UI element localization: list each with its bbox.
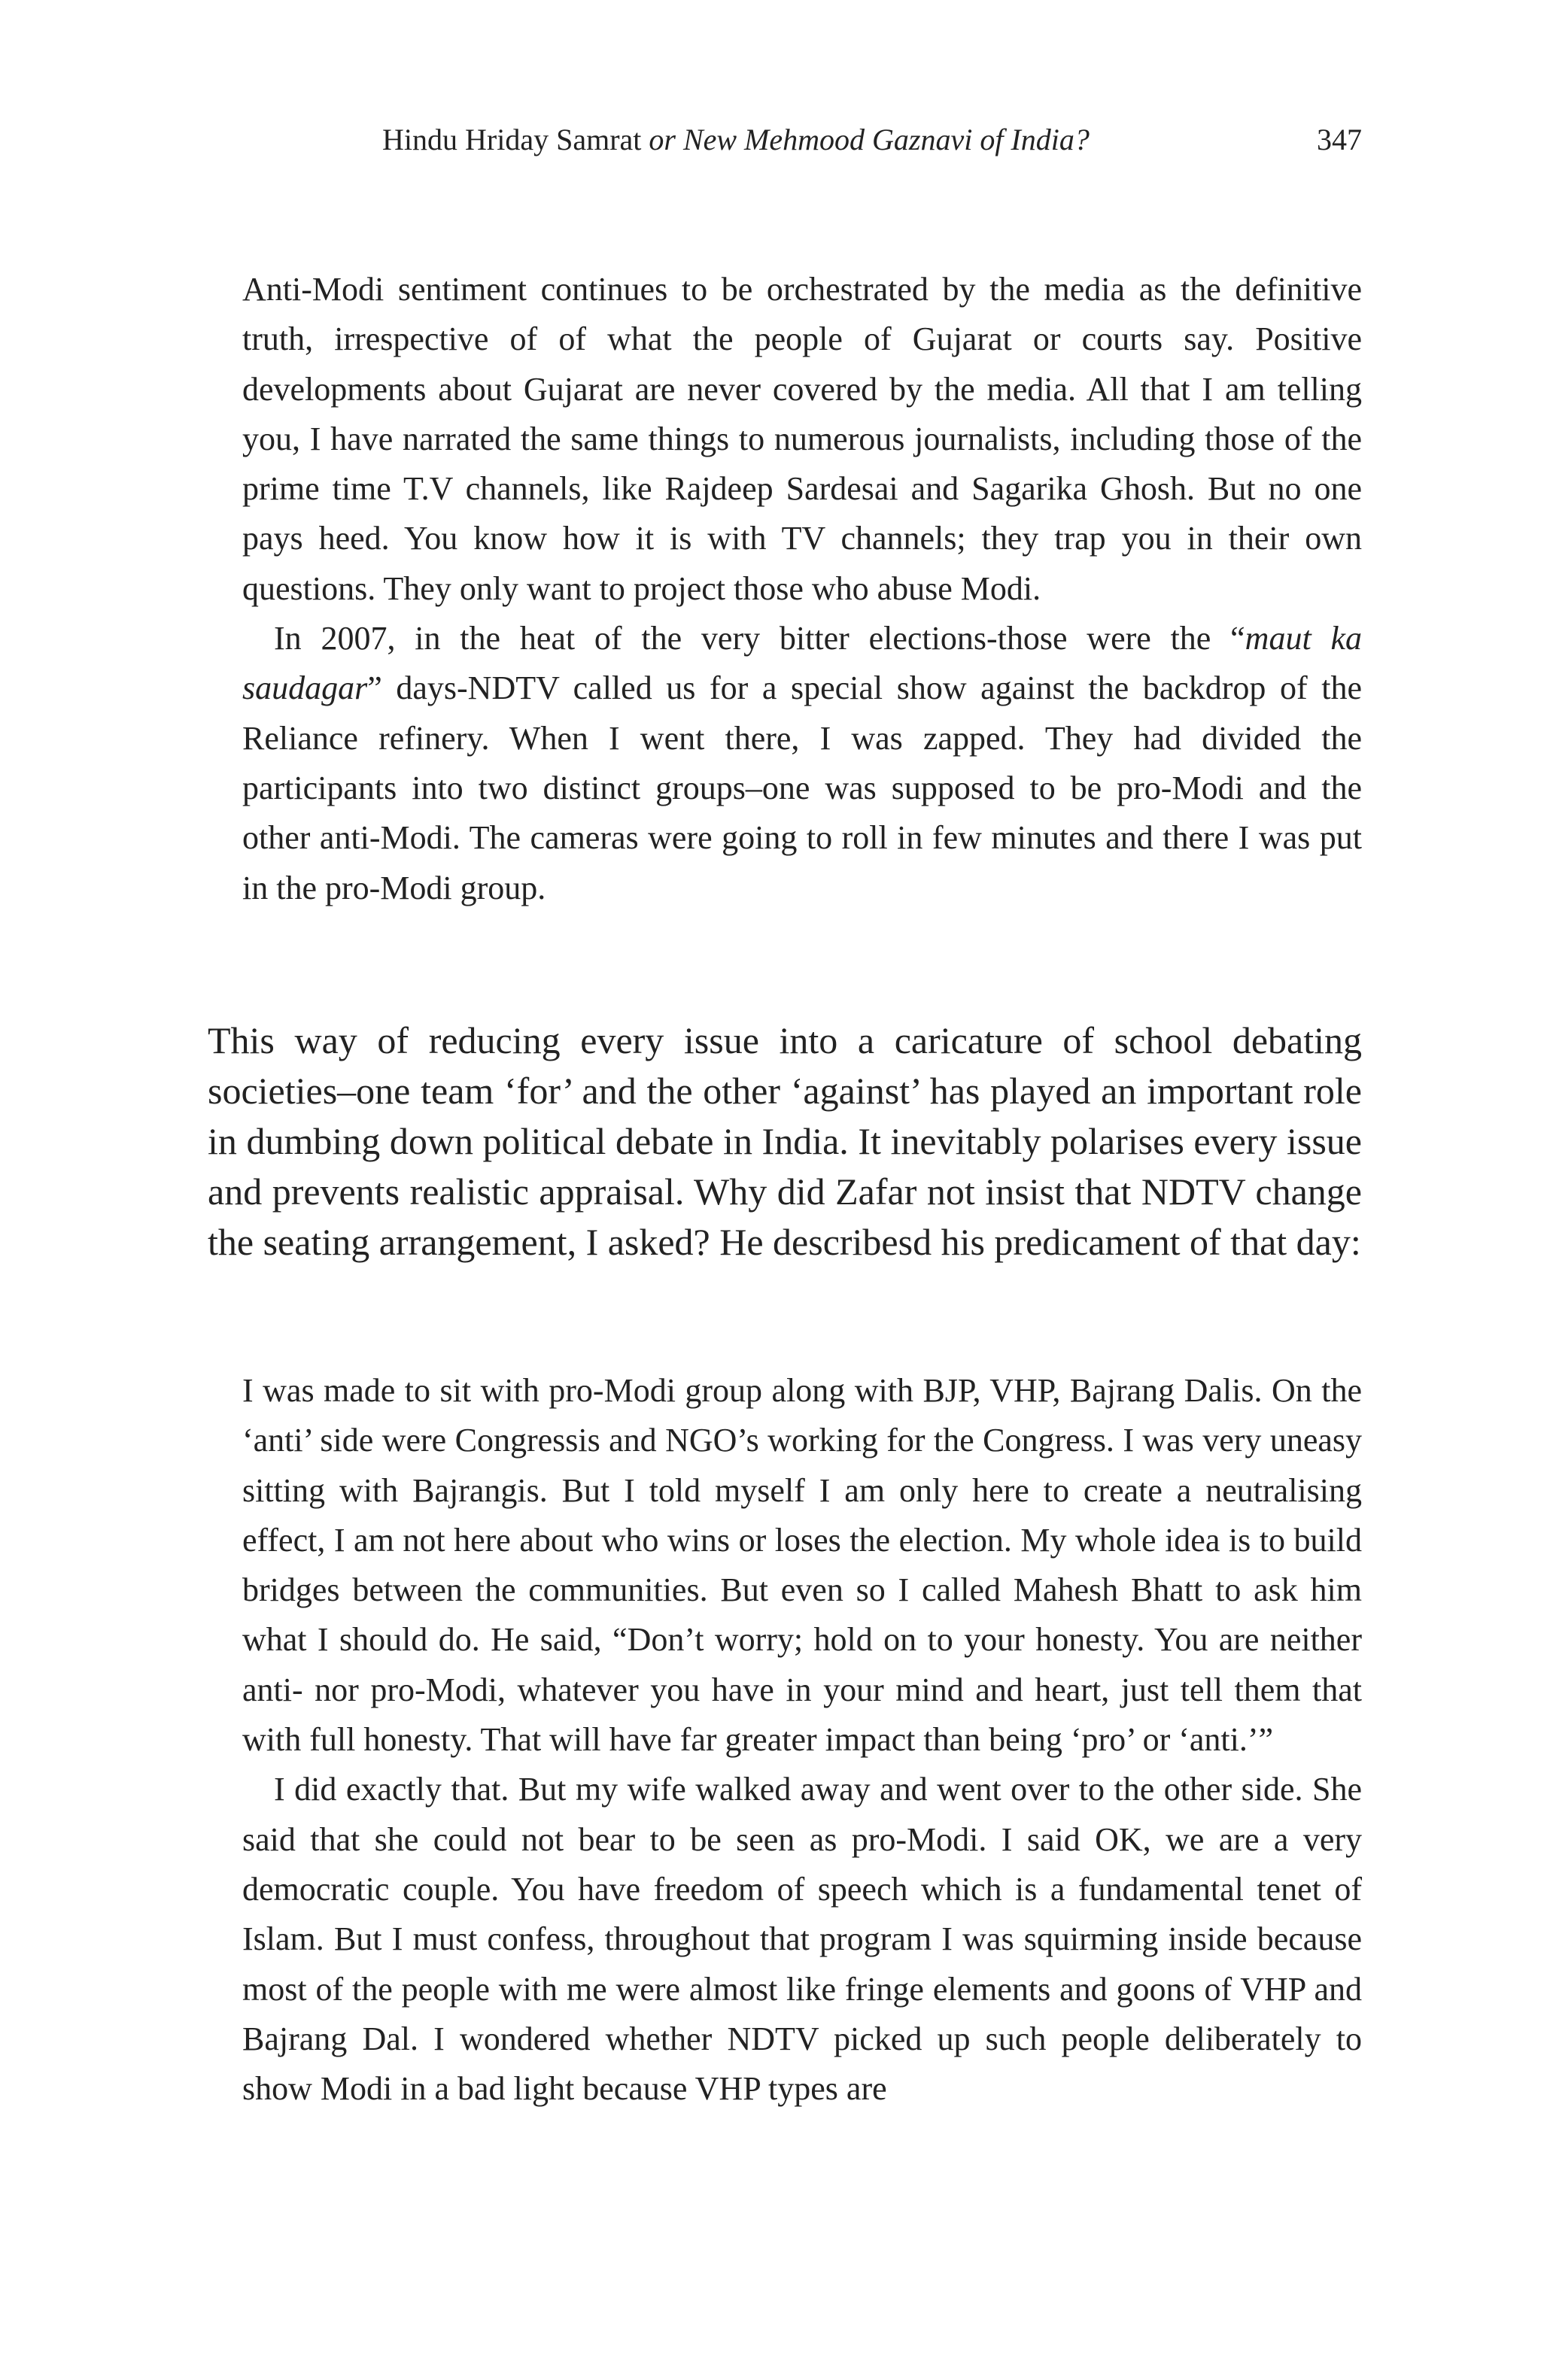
running-head-italic: or New Mehmood Gaznavi of India? [649, 123, 1090, 156]
page-header [382, 117, 1362, 162]
quote-italic-phrase: maut ka saudagar [242, 620, 1363, 707]
page-number: 347 [1317, 123, 1362, 156]
quote-paragraph: I was made to sit with pro-Modi group along with BJP, VHP, Bajrang Dalis. On the ‘anti’ side were Congressis and NGO’s working for the Congress. I was very uneasy sitting with Bajrangis. But I told myself I am only here to create a neutralising effect, I am not here about who wins or loses the election. My whole idea is to build bridges between the communities. But even so I called Mahesh Bhatt to ask him what I should do. He said, “Don’t worry; hold on to your honesty. You are neither anti- nor pro-Modi, whatever you have in your mind and heart, just tell them that with full honesty. That will have far greater impact than being ‘pro’ or ‘anti.’” [242, 1372, 1362, 1759]
quote-paragraph: I did exactly that. But my wife walked away and went over to the other side. She said that she could not bear to be seen as pro-Modi. I said OK, we are a very democratic couple. You have freedom of speech which is a fundamental tenet of Islam. But I must confess, throughout that program I was squirming inside because most of the people with me were almost like fringe elements and goons of VHP and Bajrang Dal. I wondered whether NDTV picked up such people deliberately to show Modi in a bad light because VHP types are [242, 1771, 1362, 2108]
running-head [382, 117, 1090, 162]
block-quote-first [242, 265, 1362, 913]
body-text: This way of reducing every issue into a caricature of school debating societies–one team ‘for’ and the other ‘against’ has played an important role in dumbing down political debate in India. It inevitably polarises every issue and prevents realistic appraisal. Why did Zafar not insist that NDTV change the seating arrangement, I asked? He describesd his predicament of that day: [208, 1019, 1362, 1263]
quote-paragraph: Anti-Modi sentiment continues to be orchestrated by the media as the definitive truth, irrespective of of what the people of Gujarat or courts say. Positive developments about Gujarat are never covered by the media. All that I am telling you, I have narrated the same things to numerous journalists, including those of the prime time T.V channels, like Rajdeep Sardesai and Sagarika Ghosh. But no one pays heed. You know how it is with TV channels; they trap you in their own questions. They only want to project those who abuse Modi. [242, 271, 1362, 607]
quote-text: In 2007, in the heat of the very bitter elections-those were the “ [274, 620, 1245, 657]
running-head-roman: Hindu Hriday Samrat [382, 123, 649, 156]
quote-paragraph [242, 614, 1362, 913]
quote-text: ” days-NDTV called us for a special show against the backdrop of the Reliance refinery. When I went there, I was zapped. They had divided the participants into two distinct groups–one was supposed to be pro-Modi and the other anti-Modi. The cameras were going to roll in few minutes and there I was put in the pro-Modi group. [242, 669, 1362, 906]
block-quote-second [242, 1366, 1362, 2114]
body-paragraph [208, 1015, 1362, 1267]
